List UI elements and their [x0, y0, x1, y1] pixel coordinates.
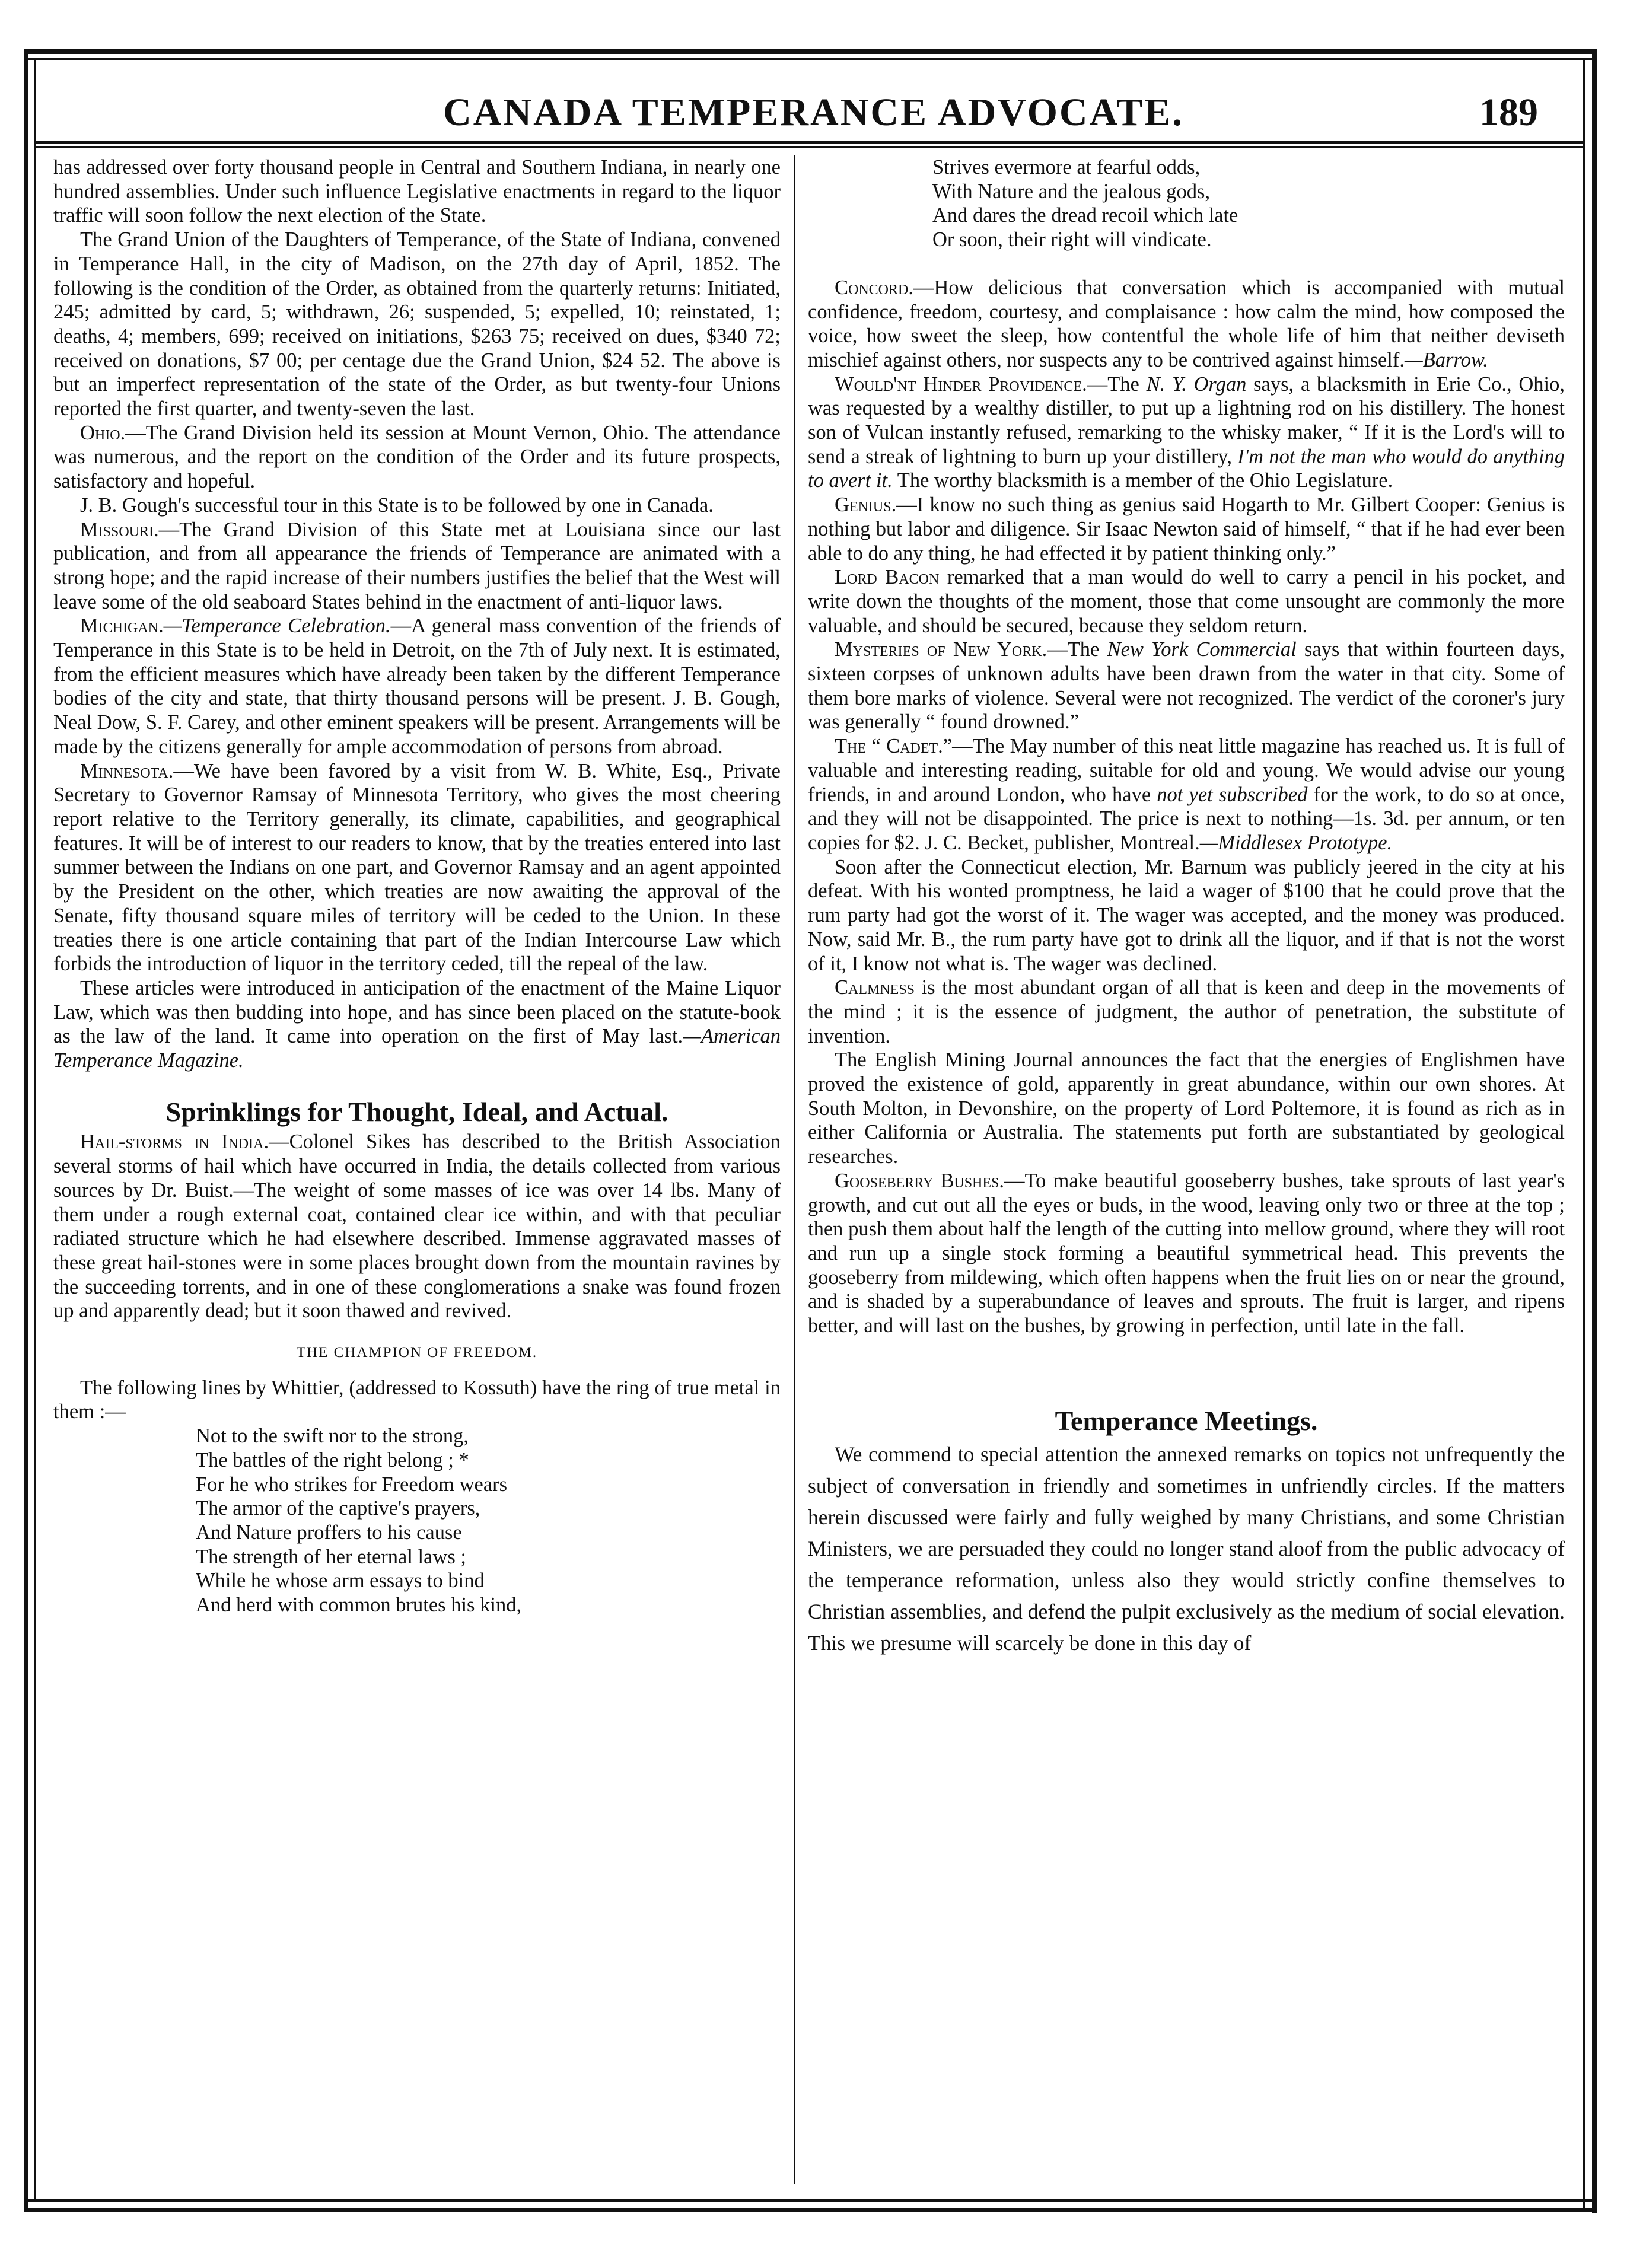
news-item-calmness	[808, 976, 1565, 1048]
poem-line: And herd with common brutes his kind,	[196, 1594, 522, 1617]
poem-line: Strives evermore at fearful odds,	[932, 156, 1201, 179]
item-text: —To make beautiful gooseberry bushes, take sprouts of last year's growth, and cut out all the eyes or buds, in the wood, leaving only two or three at the top ; then push them about half the length of the cutting into mellow ground, where they will root and run up a single stock forming a beautiful symmetrical head. This prevents the gooseberry from mildewing, which often happens when the fruit lies on or near the ground, and is shaded by a superabundance of leaves and sprouts. The fruit is larger, and ripens better, and will last on the bushes, by growing in perfection, until late in the fall.	[808, 1169, 1565, 1337]
item-lead: Missouri.	[80, 518, 159, 541]
top-border-rule	[24, 49, 1596, 54]
header-underline-thin	[34, 146, 1585, 148]
news-item-minnesota	[53, 759, 781, 976]
right-border-rule-thin	[1583, 58, 1585, 2208]
poem-line: While he whose arm essays to bind	[196, 1569, 485, 1592]
left-border-rule	[24, 49, 28, 2208]
news-item-gooseberry	[808, 1169, 1565, 1338]
news-item-mining: The English Mining Journal announces the fact that the energies of Englishmen have proved the existence of gold, apparently in great abundance, within our own shores. At South Molton, in Devonshire, on the property of Lord Poltemore, it is found as rich as in either California or Australia. The statements put forth are substantiated by geological researches.	[808, 1049, 1565, 1168]
item-lead: Gooseberry Bushes.	[835, 1169, 1005, 1192]
poem-line: Or soon, their right will vindicate.	[932, 228, 1212, 251]
news-item-cadet	[808, 734, 1565, 855]
poem-line: The armor of the captive's prayers,	[196, 1497, 480, 1520]
item-subtitle: —Temperance Celebration.	[163, 614, 391, 638]
item-lead: Genius.	[835, 493, 897, 517]
left-column	[53, 155, 781, 1617]
item-lead: Michigan.	[80, 614, 164, 638]
item-lead: Minnesota.	[80, 759, 174, 782]
item-lead: Ohio.	[80, 421, 126, 444]
item-paper-name: New York Commercial	[1107, 638, 1297, 661]
top-border-rule-thin	[24, 58, 1596, 60]
meetings-paragraph: We commend to special attention the annexed remarks on topics not unfrequently the subject of conversation in friendly and sometimes in unfriendly circles. If the matters herein discussed were fairly and fully weighed by many Christians, and some Christian Ministers, we are persuaded they could no longer stand aloof from the public advocacy of the temperance reformation, unless also they would strictly confine themselves to Christian assemblies, and defend the pulpit exclusively as the medium of social elevation. This we presume will scarcely be done in this day of	[808, 1442, 1565, 1655]
column-divider	[794, 155, 795, 2184]
item-lead: Would'nt Hinder Providence.	[835, 372, 1087, 396]
page-number: 189	[1479, 91, 1538, 134]
item-text: says that within fourteen days, sixteen corpses of unknown adults have been drawn from the water in that city. Some of them bore marks of violence. Several were not recognized. The verdict of the coroner's jury was generally “ found drowned.”	[808, 638, 1565, 734]
champion-intro: The following lines by Whittier, (addressed to Kossuth) have the ring of true metal in them :—	[53, 1376, 781, 1423]
item-emphasis: not yet subscribed	[1157, 783, 1308, 806]
item-text: —The Grand Division held its session at Mount Vernon, Ohio. The attendance was numerous, and the report on the condition of the Order and its future prospects, satisfactory and hopeful.	[53, 421, 781, 493]
poem-line: And dares the dread recoil which late	[932, 204, 1238, 227]
section-heading-sprinklings: Sprinklings for Thought, Ideal, and Actual.	[165, 1096, 668, 1127]
right-column	[808, 155, 1565, 1659]
item-text: —The	[1047, 638, 1107, 661]
poem-line: With Nature and the jealous gods,	[932, 180, 1211, 203]
news-item-mysteries	[808, 638, 1565, 734]
poem-left	[196, 1424, 781, 1617]
item-paper-name: N. Y. Organ	[1146, 372, 1247, 396]
item-lead: Concord.	[835, 276, 913, 299]
item-text: says, a blacksmith in Erie Co., Ohio, was requested by a wealthy distiller, to put up a lightning rod on his distillery. The honest son of Vulcan instantly refused, remarking to the whisky maker, “ If it is the Lord's will to send a streak of lightning to burn up your distillery,	[808, 372, 1565, 468]
news-item-providence	[808, 372, 1565, 493]
news-item-hailstorms	[53, 1130, 781, 1323]
poem-line: And Nature proffers to his cause	[196, 1521, 462, 1544]
article-paragraph: has addressed over forty thousand people in Central and Southern Indiana, in nearly one hundred assemblies. Under such influence Legislative enactments in regard to the liquor traffic will soon follow the next election of the State.	[53, 156, 781, 227]
news-item-barnum: Soon after the Connecticut election, Mr. Barnum was publicly jeered in the city at his defeat. With his wonted promptness, he laid a wager of $100 that he could prove that the rum party had got the worst of it. The wager was accepted, and the money was produced. Now, said Mr. B., the rum party have got to drink all the liquor, and if that is not the worst of it, I know not what is. The wager was declined.	[808, 855, 1565, 975]
bottom-border-rule	[24, 2199, 1596, 2202]
item-text: —The Grand Division of this State met at Louisiana since our last publication, and from all appearance the friends of Temperance are animated with a strong hope; and the rapid increase of their numbers justifies the belief that the West will leave some of the old seaboard States behind in the enactment of anti-liquor laws.	[53, 518, 781, 613]
item-text: remarked that a man would do well to carry a pencil in his pocket, and write down the thoughts of the moment, those that come unsought are commonly the more valuable, and should be secured, because they seldom return.	[808, 566, 1565, 637]
poem-line: The strength of her eternal laws ;	[196, 1545, 466, 1568]
item-text: —How delicious that conversation which is accompanied with mutual confidence, freedom, courtesy, and complaisance : how calm the mind, how composed the voice, how sweet the sleep, how contentful the whole life of him that neither deviseth mischief against others, nor suspects any to be contrived against himself.	[808, 276, 1565, 371]
item-text: for the work, to do so at once, and they will not be disappointed. The price is next to nothing—1s. 3d. per annum, or ten copies for $2. J. C. Becket, publisher, Montreal.	[808, 783, 1565, 854]
news-item-missouri	[53, 518, 781, 614]
header-underline	[34, 141, 1585, 144]
poem-line: Not to the swift nor to the strong,	[196, 1425, 469, 1448]
section-heading-meetings: Temperance Meetings.	[1055, 1405, 1318, 1436]
news-item-michigan	[53, 614, 781, 759]
poem-line: For he who strikes for Freedom wears	[196, 1473, 508, 1496]
item-quote: I'm not the man who would do anything to avert it.	[808, 445, 1565, 492]
article-paragraph: The Grand Union of the Daughters of Temperance, of the State of Indiana, convened in Temperance Hall, in the city of Madison, on the 27th day of April, 1852. The following is the condition of the Order, as obtained from the quarterly returns: Initiated, 245; admitted by card, 5; withdrawn, 26; suspended, 5; expelled, 10; reinstated, 1; deaths, 4; members, 699; received on initiations, $263 75; received on dues, $340 72; received on donations, $7 00; per centage due the Grand Union, $24 52. The above is but an imperfect representation of the state of the Order, as but twenty-four Unions reported the first quarter, and twenty-seven the last.	[53, 228, 781, 421]
item-text: —We have been favored by a visit from W. B. White, Esq., Private Secretary to Governor Ramsay of Minnesota Territory, who gives the most cheering report relative to the Territory generally, its climate, capabilities, and geographical features. It will be of interest to our readers to know, that by the treaties entered into last summer between the Indians on one part, and Governor Ramsay and an agent appointed by the President on the other, which treaties are now awaiting the approval of the Senate, fifty thousand square miles of territory will be ceded to the Union. In these treaties there is one article containing that part of the Indian Intercourse Law which forbids the introduction of liquor in the territory ceded, till the repeal of the law.	[53, 759, 781, 976]
item-source: —American Temperance Magazine.	[53, 1025, 781, 1072]
news-item-gough: J. B. Gough's successful tour in this State is to be followed by one in Canada.	[80, 493, 714, 517]
news-item-ohio	[53, 421, 781, 493]
item-lead: Hail-storms in India.	[80, 1130, 269, 1154]
right-border-rule	[1592, 49, 1597, 2213]
item-source: —Barrow.	[1405, 348, 1488, 371]
item-lead: Lord Bacon	[835, 566, 940, 589]
left-border-rule-thin	[34, 58, 36, 2199]
item-text: —The May number of this neat little magazine has reached us. It is full of valuable and interesting reading, suitable for old and young. We would advise our young friends, in and around London, who have	[808, 735, 1565, 806]
poem-line: The battles of the right belong ; *	[196, 1448, 469, 1471]
item-source: —Middlesex Prototype.	[1199, 831, 1393, 854]
news-item-genius	[808, 493, 1565, 565]
item-text: —Colonel Sikes has described to the British Association several storms of hail which have occurred in India, the details collected from various sources by Dr. Buist.—The weight of some masses of ice was over 14 lbs. Many of them under a rough external coat, contained clear ice within, and with that peculiar radiated structure which he had elsewhere described. Immense aggravated masses of these great hail-stones were in some places brought down from the mountain ravines by the succeeding torrents, and in one of these conglomerations a snake was found frozen up and apparently dead; but it soon thawed and revived.	[53, 1130, 781, 1323]
item-lead: Mysteries of New York.	[835, 638, 1047, 661]
page-header-title: CANADA TEMPERANCE ADVOCATE.	[443, 91, 1184, 134]
item-text: —A general mass convention of the friends of Temperance in this State is to be held in Detroit, on the 7th of July next. It is estimated, from the efficient measures which have already been taken by the different Temperance bodies of the city and state, that thirty thousand persons will be present. J. B. Gough, Neal Dow, S. F. Carey, and other eminent speakers will be present. Arrangements will be made by the citizens generally for ample accommodation of persons from abroad.	[53, 614, 781, 758]
bottom-border-rule-thick	[24, 2208, 1596, 2212]
poem-right	[932, 155, 1565, 252]
item-text: The worthy blacksmith is a member of the Ohio Legislature.	[892, 469, 1393, 492]
news-item-bacon	[808, 565, 1565, 638]
item-text: is the most abundant organ of all that is keen and deep in the movements of the mind ; it is the essence of judgment, the author of penetration, the substitute of invention.	[808, 976, 1565, 1047]
item-text: These articles were introduced in anticipation of the enactment of the Maine Liquor Law, which was then budding into hope, and has since been placed on the statute-book as the law of the land. It came into operation on the first of May last.	[53, 976, 781, 1048]
section-heading-champion: THE CHAMPION OF FREEDOM.	[296, 1345, 538, 1361]
item-text: —I know no such thing as genius said Hogarth to Mr. Gilbert Cooper: Genius is nothing but labor and diligence. Sir Isaac Newton said of himself, “ that if he had ever been able to do any thing, he had effected it by patient thinking only.”	[808, 493, 1565, 565]
news-item-these-articles	[53, 976, 781, 1073]
item-text: —The	[1087, 372, 1147, 396]
item-lead: The “ Cadet.”	[835, 735, 953, 758]
news-item-concord	[808, 276, 1565, 372]
item-lead: Calmness	[835, 976, 915, 999]
